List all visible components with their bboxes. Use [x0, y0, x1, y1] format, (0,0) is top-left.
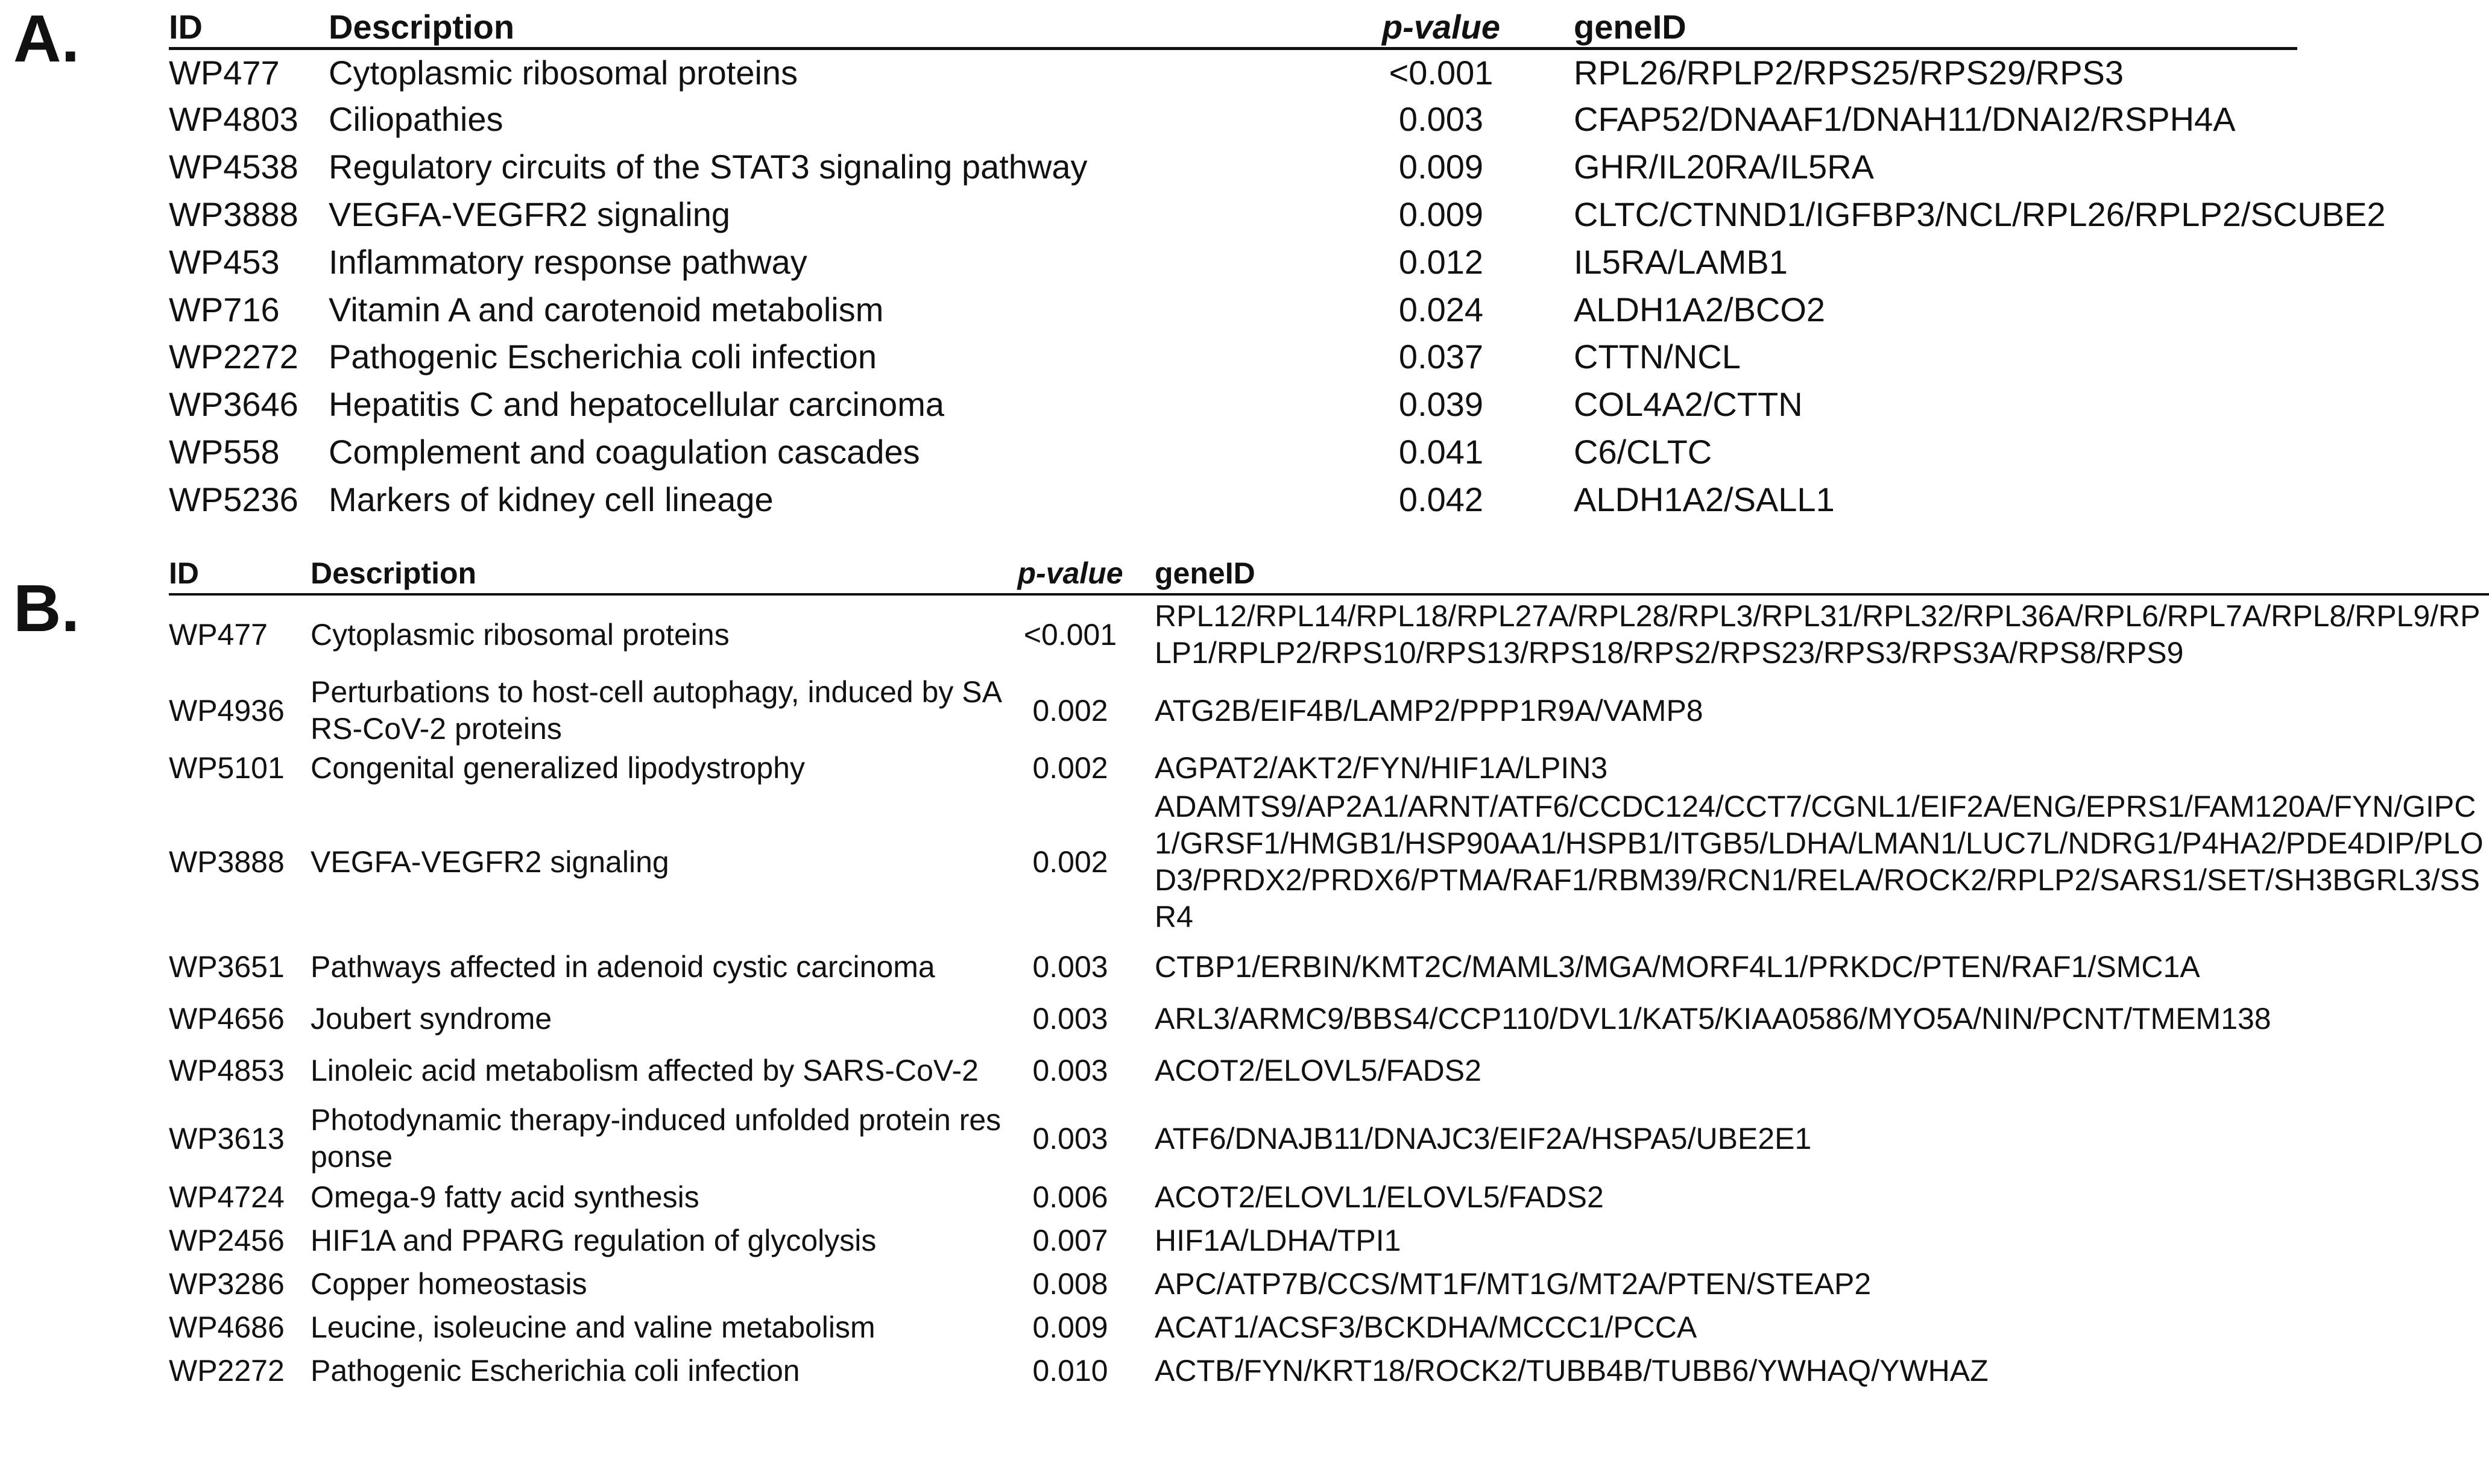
- table-b-row-genes: ARL3/ARMC9/BBS4/CCP110/DVL1/KAT5/KIAA0586/MYO5A/NIN/PCNT/TMEM138: [1155, 1001, 2271, 1036]
- table-b-row-genes: ADAMTS9/AP2A1/ARNT/ATF6/CCDC124/CCT7/CGNL1/EIF2A/ENG/EPRS1/FAM120A/FYN/GIPC1/GRSF1/HMGB1/HSP90AA1/HSPB1/ITGB5/LDHA/LMAN1/LUC7L/NDRG1/P4HA2/PDE4DIP/PLOD3/PRDX2/PRDX6/PTMA/RAF1/RBM39/RCN1/RELA/ROCK2/RPLP2/SARS1/SET/SH3BGRL3/SSR4: [1155, 790, 2484, 934]
- table-a-row-description: Inflammatory response pathway: [329, 242, 807, 281]
- table-a-row: [169, 143, 2297, 191]
- table-b-row: [169, 1175, 2489, 1219]
- table-b-row-description: HIF1A and PPARG regulation of glycolysis: [311, 1223, 877, 1257]
- table-a-row: [169, 381, 2297, 429]
- table-b-header-id: ID: [169, 553, 311, 594]
- table-a-row-pvalue: 0.041: [1398, 432, 1484, 471]
- table-b-row-genes: ACOT2/ELOVL1/ELOVL5/FADS2: [1155, 1180, 1604, 1214]
- table-b-row-genes: APC/ATP7B/CCS/MT1F/MT1G/MT2A/PTEN/STEAP2: [1155, 1266, 1872, 1301]
- table-a-row-id: WP453: [169, 242, 280, 281]
- table-a-row-description: VEGFA-VEGFR2 signaling: [329, 195, 731, 233]
- table-b-row-genes: ATG2B/EIF4B/LAMP2/PPP1R9A/VAMP8: [1155, 693, 1703, 728]
- table-b-row-pvalue: 0.006: [1032, 1180, 1108, 1214]
- table-b-row: [169, 935, 2489, 998]
- table-a-row: [169, 48, 2297, 96]
- table-b-row-id: WP5101: [169, 750, 285, 785]
- table-a-row-description: Vitamin A and carotenoid metabolism: [329, 290, 884, 329]
- table-a-row-id: WP477: [169, 53, 280, 92]
- table-a-row-pvalue: 0.042: [1398, 480, 1484, 518]
- table-b-row-description: Cytoplasmic ribosomal proteins: [311, 617, 730, 652]
- table-b-row-description: Congenital generalized lipodystrophy: [311, 750, 805, 785]
- table-b-row-pvalue: 0.009: [1032, 1310, 1108, 1344]
- table-a-row-genes: IL5RA/LAMB1: [1574, 242, 1788, 281]
- table-a-row-description: Markers of kidney cell lineage: [329, 480, 774, 518]
- table-b-row: [169, 1039, 2489, 1102]
- table-b-row-genes: ACTB/FYN/KRT18/ROCK2/TUBB4B/TUBB6/YWHAQ/YWHAZ: [1155, 1353, 1989, 1388]
- table-a-row-pvalue: 0.024: [1398, 290, 1484, 329]
- table-a-row-description: Regulatory circuits of the STAT3 signaling pathway: [329, 148, 1088, 186]
- table-b-header-geneid: geneID: [1137, 553, 2489, 594]
- table-b-row-pvalue: 0.008: [1032, 1266, 1108, 1301]
- table-a-row-pvalue: <0.001: [1389, 53, 1494, 92]
- table-b-row: [169, 1102, 2489, 1175]
- table-a-row-pvalue: 0.003: [1398, 100, 1484, 139]
- table-b-row-id: WP477: [169, 617, 268, 652]
- table-b-row-id: WP4936: [169, 693, 285, 728]
- table-a-row-genes: CFAP52/DNAAF1/DNAH11/DNAI2/RSPH4A: [1574, 100, 2236, 139]
- table-b-row-pvalue: 0.002: [1032, 750, 1108, 785]
- table-b-row-description: Photodynamic therapy-induced unfolded protein response: [311, 1103, 1002, 1174]
- table-b-row-genes: ATF6/DNAJB11/DNAJC3/EIF2A/HSPA5/UBE2E1: [1155, 1121, 1812, 1155]
- table-a-row-pvalue: 0.009: [1398, 148, 1484, 186]
- table-a-row-pvalue: 0.009: [1398, 195, 1484, 233]
- table-b-row-genes: RPL12/RPL14/RPL18/RPL27A/RPL28/RPL3/RPL31/RPL32/RPL36A/RPL6/RPL7A/RPL8/RPL9/RPLP1/RPLP2/RPS10/RPS13/RPS18/RPS2/RPS23/RPS3/RPS3A/RPS8/RPS9: [1155, 599, 2481, 670]
- table-a-row-genes: COL4A2/CTTN: [1574, 385, 1803, 424]
- table-a-row-id: WP4538: [169, 148, 298, 186]
- table-b-row-description: Linoleic acid metabolism affected by SARS-CoV-2: [311, 1053, 979, 1087]
- table-a-row-description: Complement and coagulation cascades: [329, 432, 920, 471]
- table-b-row-pvalue: 0.003: [1032, 1121, 1108, 1155]
- table-b-row-description: Pathogenic Escherichia coli infection: [311, 1353, 800, 1388]
- table-a-row: [169, 286, 2297, 333]
- table-a-row-genes: C6/CLTC: [1574, 432, 1712, 471]
- table-a-row-genes: ALDH1A2/BCO2: [1574, 290, 1826, 329]
- table-b-row-id: WP4656: [169, 1001, 285, 1036]
- table-a-row-genes: GHR/IL20RA/IL5RA: [1574, 148, 1874, 186]
- table-b-row-id: WP4724: [169, 1180, 285, 1214]
- table-a-header-description: Description: [329, 6, 1320, 48]
- table-b-row: [169, 1219, 2489, 1262]
- table-b-row-description: Perturbations to host-cell autophagy, induced by SARS-CoV-2 proteins: [311, 675, 1002, 746]
- table-a-row: [169, 333, 2297, 381]
- table-b-row-pvalue: 0.007: [1032, 1223, 1108, 1257]
- table-a-row-description: Cytoplasmic ribosomal proteins: [329, 53, 798, 92]
- table-b-row-id: WP3888: [169, 844, 285, 879]
- table-a-row-id: WP4803: [169, 100, 298, 139]
- table-a-row-genes: ALDH1A2/SALL1: [1574, 480, 1835, 518]
- table-b-row-genes: AGPAT2/AKT2/FYN/HIF1A/LPIN3: [1155, 750, 1608, 785]
- table-a-header-pvalue: p-value: [1320, 6, 1562, 48]
- panel-b-label: B.: [13, 571, 80, 646]
- table-a-header-row: [169, 6, 2297, 48]
- table-b-row: [169, 594, 2489, 674]
- table-a-row-pvalue: 0.037: [1398, 338, 1484, 376]
- table-a-row-description: Hepatitis C and hepatocellular carcinoma: [329, 385, 944, 424]
- table-b-row-genes: HIF1A/LDHA/TPI1: [1155, 1223, 1401, 1257]
- table-b-row-id: WP3286: [169, 1266, 285, 1301]
- table-b-header-pvalue: p-value: [1004, 553, 1137, 594]
- table-b-row: [169, 998, 2489, 1039]
- table-b-row-genes: ACOT2/ELOVL5/FADS2: [1155, 1053, 1481, 1087]
- table-a-row-id: WP3646: [169, 385, 298, 424]
- table-b-row: [169, 674, 2489, 747]
- table-a-header-id: ID: [169, 6, 329, 48]
- table-b-row-id: WP2456: [169, 1223, 285, 1257]
- table-a-row: [169, 476, 2297, 523]
- table-b-row-id: WP2272: [169, 1353, 285, 1388]
- table-a-row-id: WP716: [169, 290, 280, 329]
- table-b: [169, 553, 2489, 1392]
- table-b-row-pvalue: <0.001: [1023, 617, 1117, 652]
- table-a-row: [169, 428, 2297, 476]
- table-b-row: [169, 788, 2489, 935]
- table-b-row-description: Copper homeostasis: [311, 1266, 587, 1301]
- table-b-row-pvalue: 0.003: [1032, 1053, 1108, 1087]
- table-b-row-pvalue: 0.002: [1032, 693, 1108, 728]
- table-b-row: [169, 747, 2489, 788]
- table-b-header-row: [169, 553, 2489, 594]
- table-b-row-pvalue: 0.003: [1032, 949, 1108, 984]
- table-a-row-description: Ciliopathies: [329, 100, 503, 139]
- table-a-row-id: WP3888: [169, 195, 298, 233]
- table-b-row: [169, 1349, 2489, 1392]
- table-b-row-genes: ACAT1/ACSF3/BCKDHA/MCCC1/PCCA: [1155, 1310, 1697, 1344]
- table-a-row: [169, 190, 2297, 238]
- table-b-row-description: Joubert syndrome: [311, 1001, 552, 1036]
- panel-a-label: A.: [13, 2, 80, 76]
- table-a-row-pvalue: 0.012: [1398, 242, 1484, 281]
- table-b-row-description: Pathways affected in adenoid cystic carcinoma: [311, 949, 935, 984]
- table-b-row-pvalue: 0.010: [1032, 1353, 1108, 1388]
- table-a-row-genes: CLTC/CTNND1/IGFBP3/NCL/RPL26/RPLP2/SCUBE2: [1574, 195, 2386, 233]
- table-a-row-description: Pathogenic Escherichia coli infection: [329, 338, 877, 376]
- table-a: [169, 6, 2386, 523]
- table-a-row-pvalue: 0.039: [1398, 385, 1484, 424]
- table-b-row: [169, 1262, 2489, 1306]
- table-b-header-description: Description: [311, 553, 1004, 594]
- table-b-row-id: WP3651: [169, 949, 285, 984]
- table-a-row-genes: CTTN/NCL: [1574, 338, 1741, 376]
- table-a-row-id: WP558: [169, 432, 280, 471]
- table-a-row: [169, 96, 2297, 143]
- table-a-row-id: WP5236: [169, 480, 298, 518]
- table-b-row-id: WP4686: [169, 1310, 285, 1344]
- table-a-row-genes: RPL26/RPLP2/RPS25/RPS29/RPS3: [1574, 53, 2124, 92]
- table-b-body: [169, 594, 2489, 1392]
- table-b-row: [169, 1306, 2489, 1349]
- table-a-row: [169, 238, 2297, 286]
- table-a-body: [169, 48, 2386, 523]
- table-b-row-pvalue: 0.002: [1032, 844, 1108, 879]
- table-b-row-pvalue: 0.003: [1032, 1001, 1108, 1036]
- table-a-row-id: WP2272: [169, 338, 298, 376]
- table-a-header-geneid: geneID: [1562, 6, 2297, 48]
- table-b-row-id: WP4853: [169, 1053, 285, 1087]
- table-b-row-genes: CTBP1/ERBIN/KMT2C/MAML3/MGA/MORF4L1/PRKDC/PTEN/RAF1/SMC1A: [1155, 949, 2200, 984]
- table-b-row-id: WP3613: [169, 1121, 285, 1155]
- table-b-row-description: Omega-9 fatty acid synthesis: [311, 1180, 699, 1214]
- table-b-row-description: VEGFA-VEGFR2 signaling: [311, 844, 669, 879]
- table-b-row-description: Leucine, isoleucine and valine metabolism: [311, 1310, 875, 1344]
